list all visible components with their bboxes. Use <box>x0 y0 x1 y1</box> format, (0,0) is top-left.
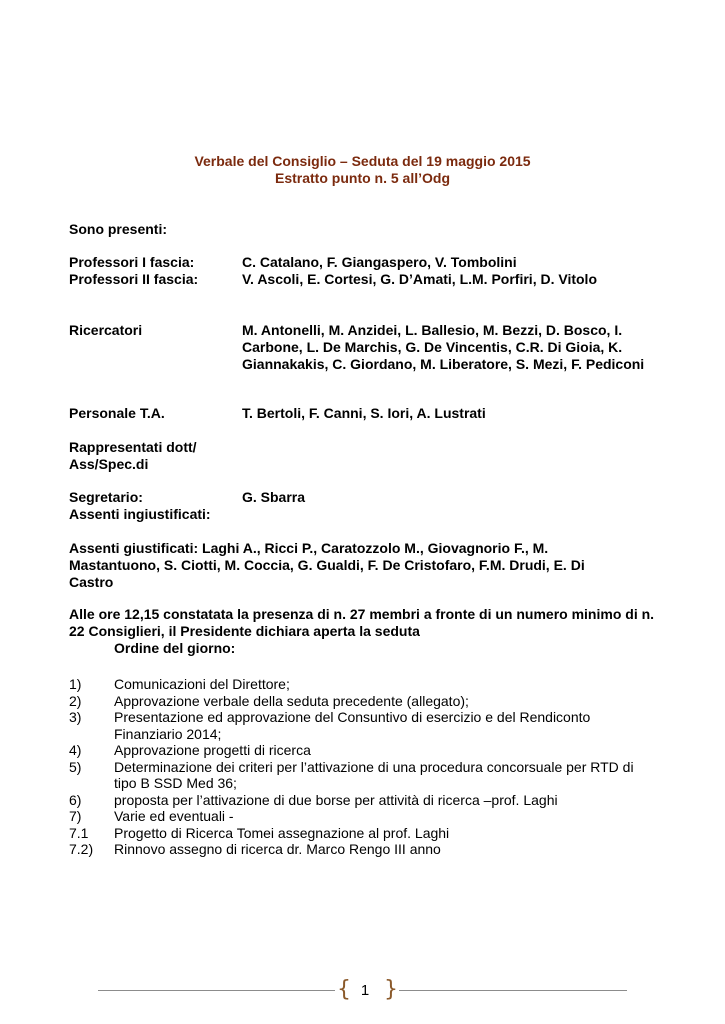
odg-item <box>69 841 669 858</box>
odg-item <box>69 742 669 759</box>
odg-item <box>69 825 669 842</box>
footer-divider-left <box>98 990 335 991</box>
odg-item <box>69 676 669 693</box>
odg-item-number: 3) <box>69 709 82 725</box>
presenti-heading: Sono presenti: <box>69 221 168 237</box>
prof1-label: Professori I fascia: <box>69 254 195 270</box>
prof2-label: Professori II fascia: <box>69 271 199 287</box>
odg-item-number: 7.2) <box>69 841 94 857</box>
odg-item <box>69 792 669 809</box>
opening-paragraph: Alle ore 12,15 constatata la presenza di n. 27 membri a fronte di un numero minimo di n. 22 Consiglieri, il Presidente dichiara aperta la seduta <box>69 606 655 639</box>
footer-divider-right <box>399 990 627 991</box>
personale-value: T. Bertoli, F. Canni, S. Iori, A. Lustrati <box>242 405 486 421</box>
odg-item-text: Approvazione verbale della seduta precedente (allegato); <box>114 692 469 709</box>
odg-item <box>69 759 669 792</box>
giustificati-paragraph: Assenti giustificati: Laghi A., Ricci P., Caratozzolo M., Giovagnorio F., M. Mastantuono, S. Ciotti, M. Coccia, G. Gualdi, F. De Cristofaro, F.M. Drudi, E. Di Castro <box>69 540 585 590</box>
ricercatori-value: M. Antonelli, M. Anzidei, L. Ballesio, M. Bezzi, D. Bosco, I. Carbone, L. De Marchis, G. De Vincentis, C.R. Di Gioia, K. Giannakakis, C. Giordano, M. Liberatore, S. Mezi, F. Pediconi <box>242 322 645 372</box>
odg-item <box>69 693 669 710</box>
odg-item-text: Determinazione dei criteri per l’attivazione di una procedura concorsuale per RTD di tipo B SSD Med 36; <box>114 758 634 791</box>
odg-item-number: 7) <box>69 808 82 824</box>
odg-item-number: 5) <box>69 758 82 775</box>
document-title: Verbale del Consiglio – Seduta del 19 maggio 2015 <box>194 153 531 169</box>
odg-item-text: Approvazione progetti di ricerca <box>114 742 311 758</box>
odg-item-number: 1) <box>69 676 82 692</box>
document-subtitle: Estratto punto n. 5 all’Odg <box>275 170 450 186</box>
segretario-value: G. Sbarra <box>242 489 306 505</box>
prof2-value: V. Ascoli, E. Cortesi, G. D’Amati, L.M. Porfiri, D. Vitolo <box>242 271 597 287</box>
segretario-label: Segretario: <box>69 489 143 505</box>
odg-item-text: Varie ed eventuali - <box>114 808 234 824</box>
odg-item <box>69 709 669 742</box>
page-footer <box>0 978 725 1006</box>
odg-item-text: Presentazione ed approvazione del Consuntivo di esercizio e del Rendiconto Finanziario 2014; <box>114 709 591 742</box>
odg-item-text: proposta per l’attivazione di due borse per attività di ricerca –prof. Laghi <box>114 791 558 808</box>
odg-heading: Ordine del giorno: <box>114 640 236 656</box>
odg-item-number: 4) <box>69 742 82 758</box>
rappresentanti-label: Rappresentati dott/ Ass/Spec.di <box>69 439 197 472</box>
odg-item-number: 6) <box>69 791 82 808</box>
odg-item <box>69 808 669 825</box>
odg-item-number: 2) <box>69 692 82 709</box>
odg-item-text: Progetto di Ricerca Tomei assegnazione al prof. Laghi <box>114 824 450 841</box>
odg-list <box>69 676 669 858</box>
right-brace-icon: } <box>384 977 398 1002</box>
odg-item-text: Comunicazioni del Direttore; <box>114 676 290 692</box>
odg-item-number: 7.1 <box>69 824 89 841</box>
personale-label: Personale T.A. <box>69 405 165 421</box>
ricercatori-label: Ricercatori <box>69 322 143 338</box>
ingiustificati-label: Assenti ingiustificati: <box>69 506 211 522</box>
page-number: 1 <box>360 982 370 999</box>
left-brace-icon: { <box>337 977 351 1002</box>
odg-item-text: Rinnovo assegno di ricerca dr. Marco Rengo III anno <box>114 841 441 857</box>
prof1-value: C. Catalano, F. Giangaspero, V. Tombolini <box>242 254 517 270</box>
